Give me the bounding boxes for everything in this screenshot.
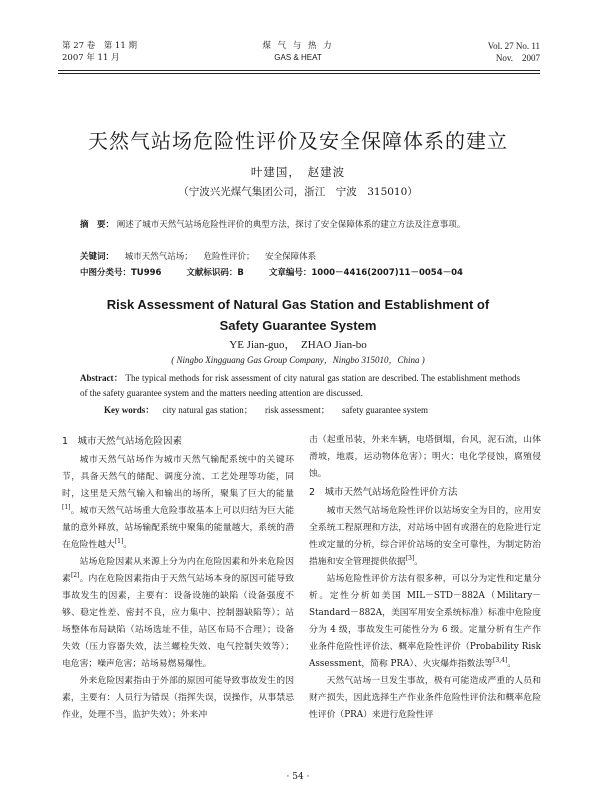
abstract-en (80, 371, 520, 401)
keyword-cn: 安全保障体系 (265, 252, 317, 262)
abstract-cn-text: 阐述了城市天然气站场危险性评价的典型方法，探讨了安全保障体系的建立方法及注意事项。 (116, 220, 466, 230)
paragraph: 站场危险性评价方法有很多种，可以分为定性和定量分析。定性分析如美国 MIL－STD－882A（Military－Standard－882A，美国军用安全系统标准）标准中危险度分为 4 级，事故发生可能性分为 6 级。定量分析有生产作业条件危险性评价法、概率危险性评价（Probability Risk Assessment，简称 PRA）、火灾爆炸指数法等[3,4]。 (309, 574, 541, 669)
issue-date-en: Nov. 2007 (495, 53, 540, 63)
abstract-cn-label: 摘 要： (80, 220, 115, 230)
paper-title-cn: 天然气站场危险性评价及安全保障体系的建立 (88, 129, 508, 153)
journal-name-en: GAS & HEAT (274, 53, 322, 62)
clc-number: 中图分类号：TU996 (80, 268, 162, 278)
paragraph: 外来危险因素指由于外部的原因可能导致事故发生的因素，主要有：人员行为错误（指挥失误，误操作，从事禁忌作业，处理不当，监护失效）；外来冲 (62, 676, 294, 720)
abstract-en-text: The typical methods for risk assessment of city natural gas station are described. The establishment methods of the safety guarantee system and the matters needing attention are discussed. (80, 373, 520, 398)
body-column-right (309, 432, 541, 724)
keyword-en: safety guarantee system (341, 405, 428, 415)
keywords-en-label: Key words： (104, 405, 155, 415)
citation: [3] (405, 555, 415, 563)
paragraph: 击（起重吊装，外来车辆，电塔倒塌，台风，泥石流，山体滑坡，地震，运动物体危害）；明火；电化学侵蚀，腐殖侵蚀。 (309, 435, 541, 479)
paragraph: 站场危险因素从来源上分为内在危险因素和外来危险因素[2]。内在危险因素指由于天然气站场本身的原因可能导致事故发生的因素，主要有：设备设施的缺陷（设备强度不够、稳定性差、密封不良，应力集中、控制器缺陷等）；站场整体布局缺陷（站场选址不佳，站区布局不合理）；设备失效（压力容器失效，法兰螺栓失效、电气控制失效等）；电危害；噪声危害；站场易燃易爆性。 (62, 557, 294, 669)
document-code: 文献标识码：B (186, 268, 244, 278)
paragraph: 天然气站场一旦发生事故，极有可能造成严重的人员和财产损失，因此选择生产作业条件危险性评价法和概率危险性评价（PRA）来进行危险性评 (309, 676, 541, 720)
authors-cn: 叶建国， 赵建波 (250, 165, 346, 179)
abstract-en-label: Abstract： (80, 373, 124, 383)
journal-volume-info-en (488, 40, 540, 64)
citation: [2] (70, 572, 80, 580)
section-heading: 2 城市天然气站场危险性评价方法 (309, 487, 458, 498)
body-column-left (62, 432, 294, 724)
paragraph: 城市天然气站场危险性评价以站场安全为目的，应用安全系统工程原理和方法，对站场中固有或潜在的危险进行定性或定量的分析，综合评价站场的安全可靠性，为制定防治措施和安全管理提供依据[3]。 (309, 506, 541, 567)
volume-issue: 第 27 卷 第 11 期 (62, 41, 137, 51)
keywords-en (104, 403, 438, 416)
paper-title-en-line1: Risk Assessment of Natural Gas Station and Establishment of (106, 297, 490, 312)
issue-date: 2007 年 11 月 (62, 53, 120, 63)
page-number: · 54 · (286, 772, 310, 782)
keywords-cn-label: 关键词： (80, 252, 115, 262)
citation: [1] (114, 538, 124, 546)
volume-issue-en: Vol. 27 No. 11 (487, 41, 540, 51)
paragraph: 城市天然气站场作为城市天然气输配系统中的关键环节，具备天然气的储配、调度分流、工艺处理等功能，同时，这里是天然气输入和输出的场所，聚集了巨大的能量[1]。城市天然气站场重大危险事故基本上可以归结为巨大能量的意外释放，站场输配系统中聚集的能量越大，系统的潜在危险性越大[1]。 (62, 455, 294, 550)
abstract-cn (80, 218, 520, 233)
keyword-cn: 危险性评价； (203, 252, 255, 262)
citation: [1] (62, 504, 71, 512)
journal-name-cn: 煤 气 与 热 力 (262, 41, 334, 51)
affiliation-en: ( Ningbo Xingguang Gas Group Company，Ningbo 315010，China ) (171, 355, 425, 365)
paper-title-en-line2: Safety Guarantee System (219, 318, 377, 333)
header-rule (58, 70, 540, 71)
article-number: 文章编号：1000－4416(2007)11－0054－04 (268, 268, 463, 278)
header-rule-thin (58, 73, 540, 74)
citation: [3,4] (493, 657, 508, 665)
authors-en: YE Jian-guo， ZHAO Jian-bo (229, 339, 367, 351)
affiliation-cn: （宁波兴光煤气集团公司，浙江 宁波 315010） (178, 186, 418, 198)
section-heading: 1 城市天然气站场危险因素 (62, 436, 183, 447)
keyword-en: city natural gas station； (162, 405, 253, 415)
classification-line (80, 266, 485, 278)
keywords-cn (80, 250, 316, 262)
paper-title-en (0, 294, 596, 336)
keyword-cn: 城市天然气站场； (124, 252, 193, 262)
keyword-en: risk assessment； (264, 405, 330, 415)
